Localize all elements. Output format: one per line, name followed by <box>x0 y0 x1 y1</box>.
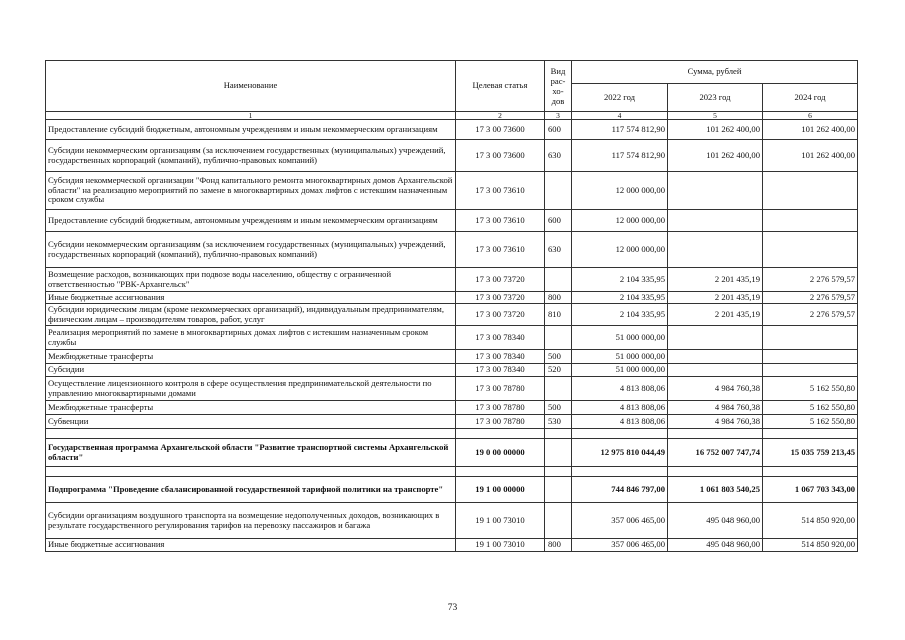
row-2024 <box>763 364 858 377</box>
row-code: 17 3 00 73720 <box>456 304 545 326</box>
row-vid: 520 <box>545 364 572 377</box>
row-2024: 101 262 400,00 <box>763 140 858 172</box>
row-2024: 514 850 920,00 <box>763 503 858 539</box>
row-2022: 51 000 000,00 <box>572 350 668 364</box>
row-2022: 4 813 808,06 <box>572 401 668 415</box>
table-row <box>46 326 858 350</box>
row-2022: 117 574 812,90 <box>572 140 668 172</box>
row-code: 17 3 00 78340 <box>456 350 545 364</box>
row-vid: 530 <box>545 415 572 429</box>
colnum: 3 <box>545 112 572 120</box>
table-row <box>46 350 858 364</box>
row-vid <box>545 439 572 467</box>
row-code: 19 1 00 73010 <box>456 503 545 539</box>
empty-row <box>46 467 858 477</box>
row-code: 17 3 00 73720 <box>456 292 545 304</box>
row-name: Предоставление субсидий бюджетным, автономным учреждениям и иным некоммерческим организациям <box>46 120 456 140</box>
row-name: Осуществление лицензионного контроля в сфере осуществления предпринимательской деятельности по управлению многоквартирными домами <box>46 377 456 401</box>
row-name: Субсидии юридическим лицам (кроме некоммерческих организаций), индивидуальным предпринимателям, физическим лицам – производителям товаров, работ, услуг <box>46 304 456 326</box>
row-vid: 630 <box>545 140 572 172</box>
page-number: 73 <box>447 603 458 613</box>
row-2023 <box>668 350 763 364</box>
row-2023 <box>668 232 763 268</box>
row-2022: 357 006 465,00 <box>572 539 668 552</box>
row-2022: 51 000 000,00 <box>572 364 668 377</box>
row-name: Межбюджетные трансферты <box>46 401 456 415</box>
row-2024: 15 035 759 213,45 <box>763 439 858 467</box>
budget-table <box>45 60 858 552</box>
table-row <box>46 232 858 268</box>
row-2023 <box>668 210 763 232</box>
row-vid <box>545 477 572 503</box>
row-code: 17 3 00 78780 <box>456 401 545 415</box>
row-2022: 12 000 000,00 <box>572 172 668 210</box>
row-2023 <box>668 326 763 350</box>
row-vid <box>545 268 572 292</box>
empty-row <box>46 429 858 439</box>
row-vid: 630 <box>545 232 572 268</box>
header-name: Наименование <box>46 61 456 112</box>
table-row <box>46 477 858 503</box>
header-sum: Сумма, рублей <box>572 61 858 84</box>
row-2022: 2 104 335,95 <box>572 268 668 292</box>
row-2024: 5 162 550,80 <box>763 415 858 429</box>
table-row <box>46 364 858 377</box>
row-2024 <box>763 172 858 210</box>
row-code: 17 3 00 78780 <box>456 377 545 401</box>
row-code: 17 3 00 73600 <box>456 140 545 172</box>
row-vid: 600 <box>545 120 572 140</box>
header-2024: 2024 год <box>763 84 858 112</box>
row-2022: 12 000 000,00 <box>572 232 668 268</box>
row-name: Субсидии <box>46 364 456 377</box>
row-2022: 51 000 000,00 <box>572 326 668 350</box>
row-2023: 4 984 760,38 <box>668 377 763 401</box>
column-numbers-row <box>46 112 858 120</box>
row-2024 <box>763 350 858 364</box>
row-2023: 2 201 435,19 <box>668 292 763 304</box>
row-name: Реализация мероприятий по замене в многоквартирных домах лифтов с истекшим назначенным сроком службы <box>46 326 456 350</box>
row-2024 <box>763 210 858 232</box>
table-row <box>46 140 858 172</box>
row-2022: 12 975 810 044,49 <box>572 439 668 467</box>
row-vid: 500 <box>545 350 572 364</box>
colnum: 1 <box>46 112 456 120</box>
header-target: Целевая статья <box>456 61 545 112</box>
row-2023 <box>668 172 763 210</box>
row-2023: 4 984 760,38 <box>668 415 763 429</box>
row-vid <box>545 326 572 350</box>
row-2022: 12 000 000,00 <box>572 210 668 232</box>
row-2023: 495 048 960,00 <box>668 503 763 539</box>
row-2023: 101 262 400,00 <box>668 120 763 140</box>
row-2022: 4 813 808,06 <box>572 377 668 401</box>
header-2023: 2023 год <box>668 84 763 112</box>
table-row <box>46 439 858 467</box>
row-vid <box>545 377 572 401</box>
table-row <box>46 172 858 210</box>
row-name: Государственная программа Архангельской области "Развитие транспортной системы Архангельской области" <box>46 439 456 467</box>
row-name: Подпрограмма "Проведение сбалансированной государственной тарифной политики на транспорте" <box>46 477 456 503</box>
table-row <box>46 304 858 326</box>
row-code: 17 3 00 78340 <box>456 326 545 350</box>
row-code: 17 3 00 78780 <box>456 415 545 429</box>
table-row <box>46 210 858 232</box>
row-vid: 810 <box>545 304 572 326</box>
row-2024: 5 162 550,80 <box>763 401 858 415</box>
row-2023: 4 984 760,38 <box>668 401 763 415</box>
row-2022: 357 006 465,00 <box>572 503 668 539</box>
row-name: Межбюджетные трансферты <box>46 350 456 364</box>
row-2024: 1 067 703 343,00 <box>763 477 858 503</box>
colnum: 5 <box>668 112 763 120</box>
colnum: 4 <box>572 112 668 120</box>
row-2024: 5 162 550,80 <box>763 377 858 401</box>
row-code: 19 1 00 00000 <box>456 477 545 503</box>
row-vid: 800 <box>545 539 572 552</box>
row-name: Возмещение расходов, возникающих при подвозе воды населению, обществу с ограниченной ответственностью "РВК-Архангельск" <box>46 268 456 292</box>
row-2023: 101 262 400,00 <box>668 140 763 172</box>
row-vid: 500 <box>545 401 572 415</box>
header-vid: Вид рас-хо-дов <box>545 61 572 112</box>
row-vid: 600 <box>545 210 572 232</box>
row-name: Субсидии некоммерческим организациям (за исключением государственных (муниципальных) учреждений, государственных корпораций (компаний), публично-правовых компаний) <box>46 232 456 268</box>
row-name: Субсидия некоммерческой организации "Фонд капитального ремонта многоквартирных домов Архангельской области" на реализацию мероприятий по замене в многоквартирных домах лифтов с истекшим назначенным сроком службы <box>46 172 456 210</box>
row-code: 17 3 00 73610 <box>456 172 545 210</box>
row-2023 <box>668 364 763 377</box>
row-2024: 2 276 579,57 <box>763 304 858 326</box>
table-row <box>46 292 858 304</box>
row-2024: 2 276 579,57 <box>763 292 858 304</box>
table-row <box>46 539 858 552</box>
row-vid <box>545 503 572 539</box>
table-row <box>46 503 858 539</box>
row-name: Предоставление субсидий бюджетным, автономным учреждениям и иным некоммерческим организациям <box>46 210 456 232</box>
row-2024 <box>763 326 858 350</box>
row-2022: 744 846 797,00 <box>572 477 668 503</box>
row-code: 17 3 00 73600 <box>456 120 545 140</box>
row-2022: 2 104 335,95 <box>572 304 668 326</box>
row-vid <box>545 172 572 210</box>
row-name: Субсидии организациям воздушного транспорта на возмещение недополученных доходов, возникающих в результате государственного регулирования тарифов на перевозку пассажиров и багажа <box>46 503 456 539</box>
row-name: Иные бюджетные ассигнования <box>46 292 456 304</box>
row-2024 <box>763 232 858 268</box>
row-vid: 800 <box>545 292 572 304</box>
row-name: Иные бюджетные ассигнования <box>46 539 456 552</box>
table-row <box>46 268 858 292</box>
row-code: 17 3 00 78340 <box>456 364 545 377</box>
row-code: 17 3 00 73720 <box>456 268 545 292</box>
table-row <box>46 120 858 140</box>
row-2022: 117 574 812,90 <box>572 120 668 140</box>
row-2023: 1 061 803 540,25 <box>668 477 763 503</box>
row-code: 17 3 00 73610 <box>456 232 545 268</box>
row-2024: 2 276 579,57 <box>763 268 858 292</box>
colnum: 2 <box>456 112 545 120</box>
table-row <box>46 401 858 415</box>
colnum: 6 <box>763 112 858 120</box>
row-name: Субвенции <box>46 415 456 429</box>
table-row <box>46 415 858 429</box>
row-2024: 101 262 400,00 <box>763 120 858 140</box>
header-2022: 2022 год <box>572 84 668 112</box>
row-code: 17 3 00 73610 <box>456 210 545 232</box>
row-2022: 4 813 808,06 <box>572 415 668 429</box>
row-2024: 514 850 920,00 <box>763 539 858 552</box>
table-row <box>46 377 858 401</box>
row-2023: 2 201 435,19 <box>668 304 763 326</box>
row-2023: 2 201 435,19 <box>668 268 763 292</box>
row-code: 19 1 00 73010 <box>456 539 545 552</box>
row-2023: 495 048 960,00 <box>668 539 763 552</box>
row-2023: 16 752 007 747,74 <box>668 439 763 467</box>
row-2022: 2 104 335,95 <box>572 292 668 304</box>
row-name: Субсидии некоммерческим организациям (за исключением государственных (муниципальных) учреждений, государственных корпораций (компаний), публично-правовых компаний) <box>46 140 456 172</box>
row-code: 19 0 00 00000 <box>456 439 545 467</box>
